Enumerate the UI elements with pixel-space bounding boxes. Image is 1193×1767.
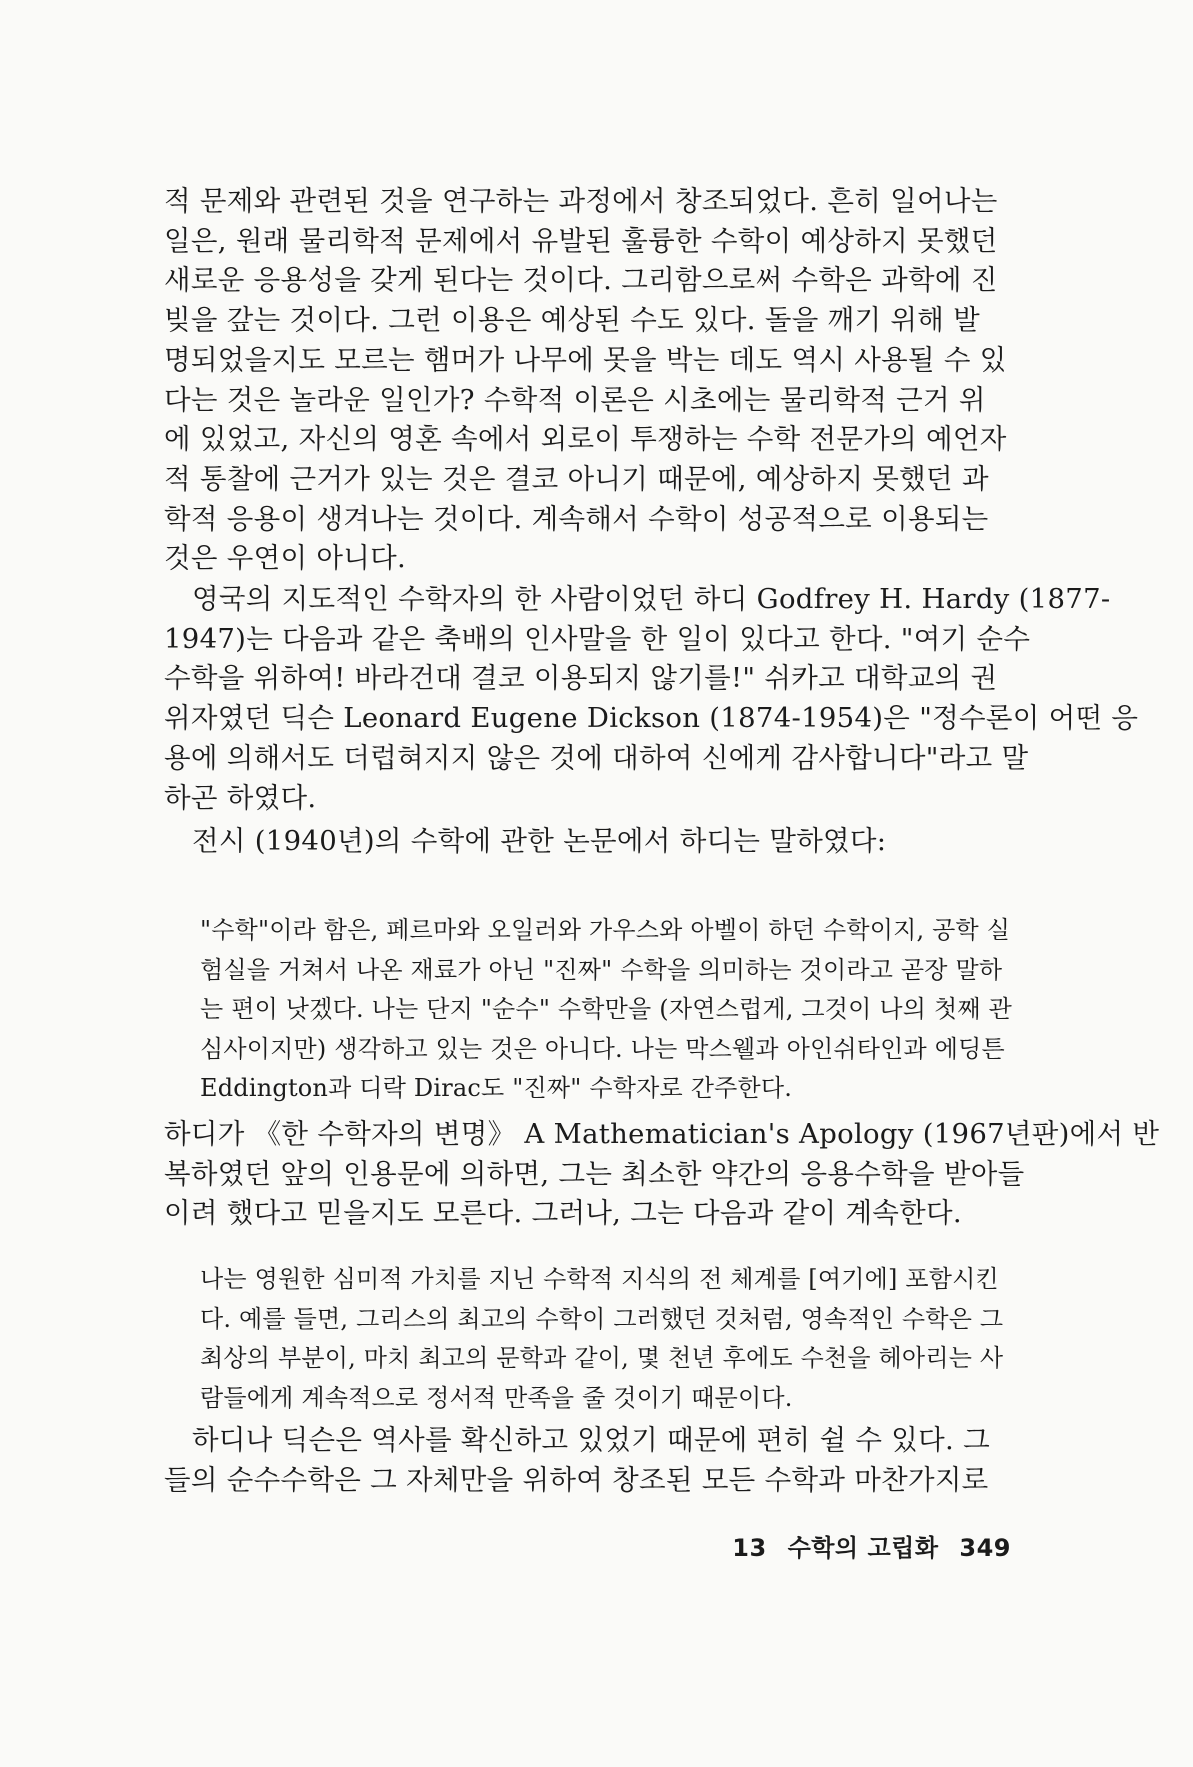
- paragraph-line: 용에 의해서도 더럽혀지지 않은 것에 대하여 신에게 감사합니다"라고 말: [164, 741, 1029, 774]
- paragraph-line: 다는 것은 놀라운 일인가? 수학적 이론은 시초에는 물리학적 근거 위: [164, 383, 986, 416]
- quote-line: "수학"이라 함은, 페르마와 오일러와 가우스와 아벨이 하던 수학이지, 공학 실: [200, 916, 1011, 944]
- paragraph-line: 전시 (1940년)의 수학에 관한 논문에서 하디는 말하였다:: [192, 825, 887, 857]
- quote-line: 험실을 거쳐서 나온 재료가 아닌 "진짜" 수학을 의미하는 것이라고 곧장 말하: [200, 955, 1003, 984]
- paragraph-line: 이려 했다고 믿을지도 모른다. 그러나, 그는 다음과 같이 계속한다.: [164, 1197, 962, 1230]
- chapter-number: 13: [732, 1534, 767, 1562]
- paragraph-line: 명되었을지도 모르는 햄머가 나무에 못을 박는 데도 역시 사용될 수 있: [164, 343, 1007, 376]
- paragraph-4: [164, 1115, 1160, 1234]
- quote-line: 심사이지만) 생각하고 있는 것은 아니다. 나는 막스웰과 아인쉬타인과 에딩튼: [200, 1034, 1005, 1063]
- chapter-title: 수학의 고립화: [787, 1534, 939, 1562]
- quote-line: Eddington과 디락 Dirac도 "진짜" 수학자로 간주한다.: [200, 1074, 793, 1102]
- paragraph-line: 영국의 지도적인 수학자의 한 사람이었던 하디 Godfrey H. Hardy (1877-: [192, 583, 1111, 615]
- running-footer: [732, 1528, 1011, 1563]
- paragraph-line: 하곤 하였다.: [164, 781, 317, 814]
- paragraph-line: 것은 우연이 아니다.: [164, 542, 407, 575]
- paragraph-line: 학적 응용이 생겨나는 것이다. 계속해서 수학이 성공적으로 이용되는: [164, 502, 989, 535]
- page-number: 349: [959, 1534, 1011, 1562]
- blockquote-hardy-1: [200, 911, 1012, 1109]
- paragraph-line: 하디가 《한 수학자의 변명》 A Mathematician's Apology (1967년판)에서 반: [164, 1118, 1160, 1150]
- quote-line: 다. 예를 들면, 그리스의 최고의 수학이 그러했던 것처럼, 영속적인 수학은 그: [200, 1304, 1004, 1333]
- paragraph-line: 들의 순수수학은 그 자체만을 위하여 창조된 모든 수학과 마찬가지로: [164, 1463, 989, 1496]
- paragraph-line: 적 통찰에 근거가 있는 것은 결코 아니기 때문에, 예상하지 못했던 과: [164, 462, 989, 495]
- paragraph-1: [164, 182, 1016, 579]
- paragraph-line: 적 문제와 관련된 것을 연구하는 과정에서 창조되었다. 흔히 일어나는: [164, 185, 998, 217]
- paragraph-line: 새로운 응용성을 갖게 된다는 것이다. 그리함으로써 수학은 과학에 진: [164, 264, 998, 297]
- paragraph-line: 에 있었고, 자신의 영혼 속에서 외로이 투쟁하는 수학 전문가의 예언자: [164, 423, 1007, 456]
- quote-line: 최상의 부분이, 마치 최고의 문학과 같이, 몇 천년 후에도 수천을 헤아리는 사: [200, 1344, 1004, 1372]
- quote-line: 나는 영원한 심미적 가치를 지닌 수학적 지식의 전 체계를 [여기에] 포함시킨: [200, 1265, 999, 1293]
- paragraph-5: [164, 1421, 1016, 1500]
- paragraph-3: [164, 822, 1016, 862]
- paragraph-2: [164, 580, 1139, 818]
- paragraph-line: 1947)는 다음과 같은 축배의 인사말을 한 일이 있다고 한다. "여기 순수: [164, 622, 1031, 655]
- paragraph-line: 일은, 원래 물리학적 문제에서 유발된 훌륭한 수학이 예상하지 못했던: [164, 224, 998, 257]
- blockquote-hardy-2: [200, 1260, 1012, 1418]
- quote-line: 람들에게 계속적으로 정서적 만족을 줄 것이기 때문이다.: [200, 1383, 793, 1412]
- quote-line: 는 편이 낫겠다. 나는 단지 "순수" 수학만을 (자연스럽게, 그것이 나의 첫째 관: [200, 995, 1012, 1023]
- paragraph-line: 빚을 갚는 것이다. 그런 이용은 예상된 수도 있다. 돌을 깨기 위해 발: [164, 304, 981, 337]
- paragraph-line: 하디나 딕슨은 역사를 확신하고 있었기 때문에 편히 쉴 수 있다. 그: [192, 1424, 990, 1456]
- paragraph-line: 복하였던 앞의 인용문에 의하면, 그는 최소한 약간의 응용수학을 받아들: [164, 1157, 1025, 1190]
- paragraph-line: 위자였던 딕슨 Leonard Eugene Dickson (1874-1954)은 "정수론이 어떤 응: [164, 702, 1139, 735]
- paragraph-line: 수학을 위하여! 바라건대 결코 이용되지 않기를!" 쉬카고 대학교의 권: [164, 662, 998, 695]
